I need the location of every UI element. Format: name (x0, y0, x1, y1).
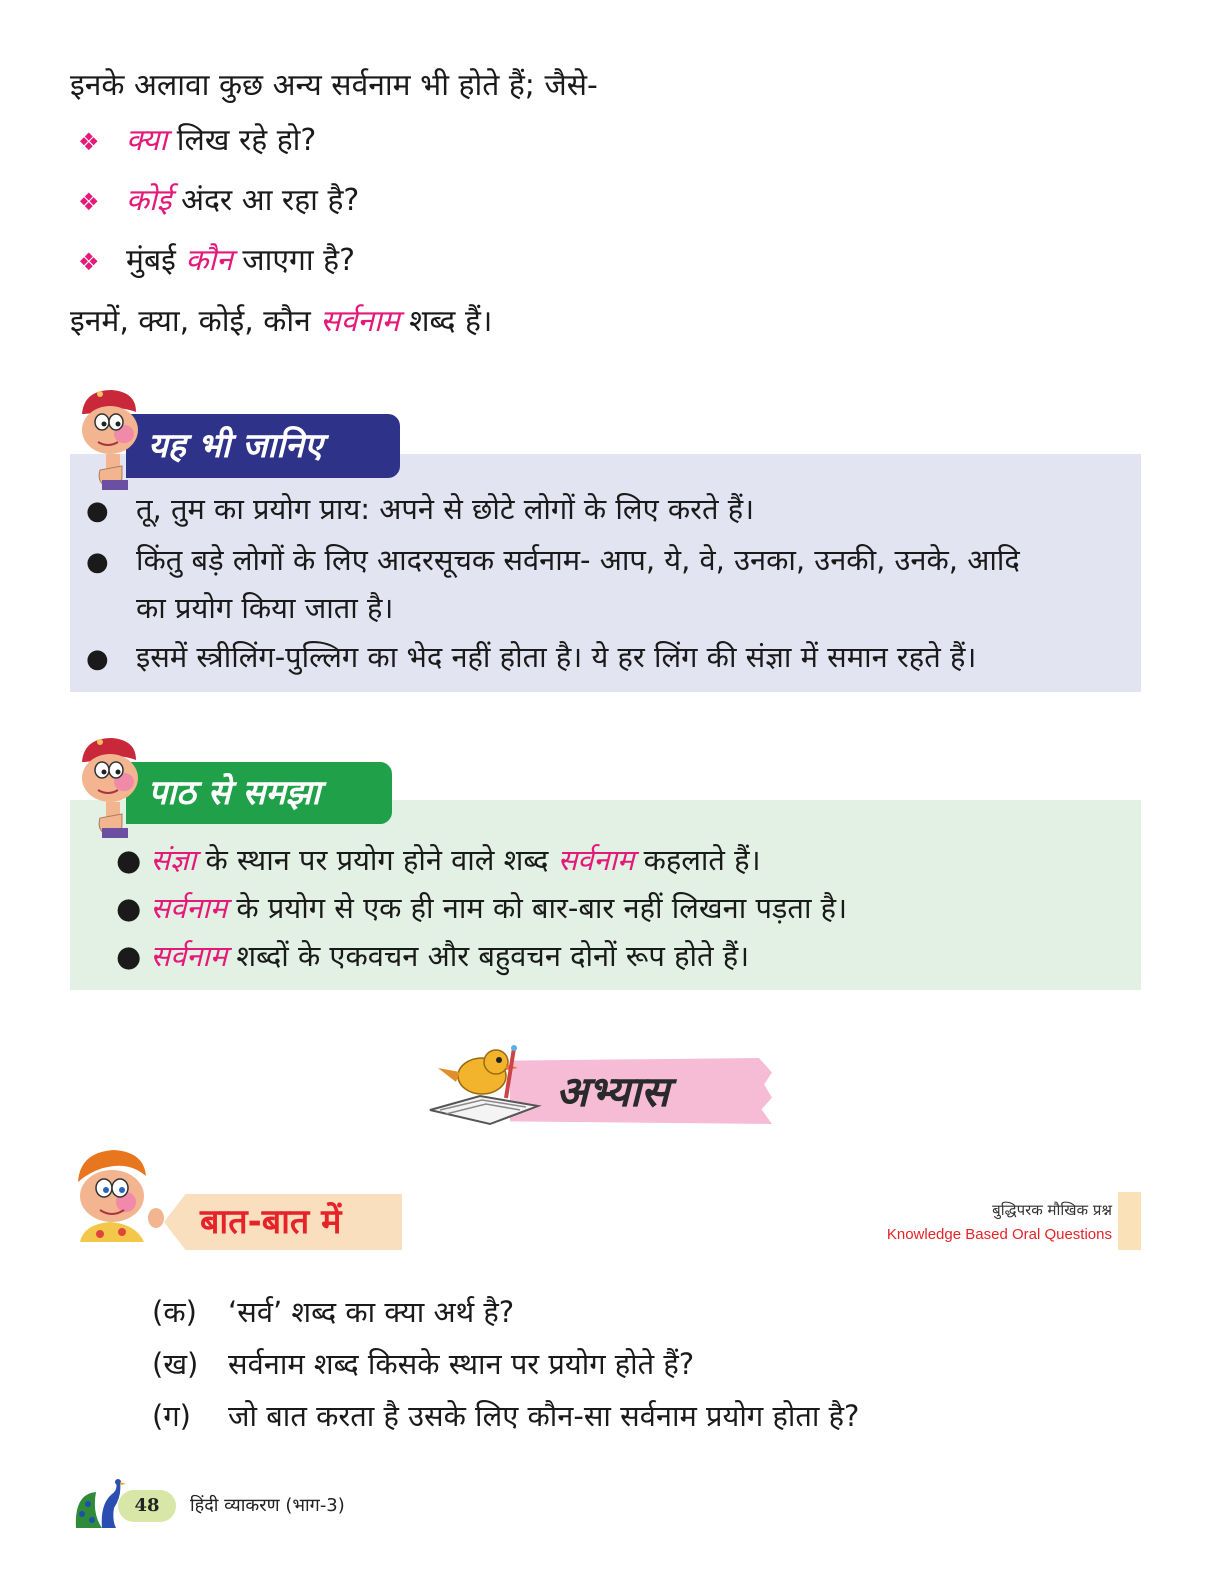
example-1 (78, 121, 316, 162)
bullet-icon: ● (86, 496, 109, 526)
book-title: हिंदी व्याकरण (भाग-3) (190, 1495, 345, 1516)
question-marker: (ख) (152, 1347, 199, 1381)
know-item-continuation: का प्रयोग किया जाता है। (136, 591, 394, 625)
question-item (152, 1394, 859, 1438)
oral-questions-subtitle-hindi: बुद्धिपरक मौखिक प्रश्न (992, 1201, 1112, 1219)
exercise-title: अभ्यास (556, 1067, 670, 1116)
summary-item-highlight: सर्वनाम (557, 843, 635, 877)
example-3 (78, 241, 355, 282)
example-pre: मुंबई (126, 243, 186, 278)
summary-item (116, 932, 749, 980)
summary-item-highlight: संज्ञा (150, 843, 197, 877)
intro-summary (70, 302, 492, 342)
summary-item (116, 884, 847, 932)
question-marker: (क) (152, 1295, 197, 1329)
summary-post: शब्द हैं। (399, 304, 493, 339)
know-item-text: तू, तुम का प्रयोग प्राय: अपने से छोटे लोगों के लिए करते हैं। (136, 492, 755, 526)
boy-waving-icon (70, 1146, 170, 1246)
know-this-title: यह भी जानिए (126, 414, 400, 478)
oral-questions-title: बात-बात में (200, 1202, 342, 1242)
know-item-text: किंतु बड़े लोगों के लिए आदरसूचक सर्वनाम- आप, ये, वे, उनका, उनकी, उनके, आदि (136, 543, 1020, 577)
diamond-bullet-icon: ❖ (78, 128, 100, 156)
question-text: सर्वनाम शब्द किसके स्थान पर प्रयोग होते हैं? (228, 1347, 695, 1381)
example-2 (78, 181, 359, 222)
summary-highlight: सर्वनाम (320, 304, 400, 339)
know-item (86, 536, 1020, 586)
oral-questions-subtitle-english: Knowledge Based Oral Questions (886, 1226, 1112, 1243)
bullet-icon: ● (116, 891, 142, 925)
summary-item-text: के प्रयोग से एक ही नाम को बार-बार नहीं लिखना पड़ता है। (227, 891, 848, 925)
summary-item-highlight: सर्वनाम (150, 891, 228, 925)
page-number: 48 (118, 1490, 176, 1522)
question-marker: (ग) (152, 1399, 191, 1433)
example-highlight: कौन (185, 243, 233, 278)
summary-item-text: कहलाते हैं। (634, 843, 761, 877)
know-item (86, 633, 976, 683)
question-text: ‘सर्व’ शब्द का क्या अर्थ है? (228, 1295, 515, 1329)
summary-item (116, 836, 761, 884)
question-item (152, 1290, 514, 1334)
example-text: जाएगा है? (232, 243, 356, 278)
question-text: जो बात करता है उसके लिए कौन-सा सर्वनाम प्रयोग होता है? (228, 1399, 860, 1433)
boy-mascot-icon (70, 384, 148, 492)
diamond-bullet-icon: ❖ (78, 188, 100, 216)
lesson-summary-title: पाठ से समझा (126, 762, 392, 824)
bird-writing-icon (420, 1040, 550, 1130)
intro-line: इनके अलावा कुछ अन्य सर्वनाम भी होते हैं; जैसे- (70, 68, 598, 103)
bullet-icon: ● (86, 547, 109, 577)
question-item (152, 1342, 694, 1386)
example-highlight: क्या (126, 123, 168, 158)
bullet-icon: ● (116, 939, 142, 973)
example-text: लिख रहे हो? (167, 123, 317, 158)
boy-mascot-icon (70, 732, 148, 840)
know-item-text: इसमें स्त्रीलिंग-पुल्लिग का भेद नहीं होता है। ये हर लिंग की संज्ञा में समान रहते हैं। (136, 640, 977, 674)
summary-item-highlight: सर्वनाम (150, 939, 228, 973)
know-item (86, 485, 754, 535)
example-text: अंदर आ रहा है? (171, 183, 360, 218)
summary-pre: इनमें, क्या, कोई, कौन (70, 304, 321, 339)
diamond-bullet-icon: ❖ (78, 248, 100, 276)
bullet-icon: ● (116, 843, 142, 877)
example-highlight: कोई (126, 183, 172, 218)
summary-item-text: के स्थान पर प्रयोग होने वाले शब्द (196, 843, 558, 877)
summary-item-text: शब्दों के एकवचन और बहुवचन दोनों रूप होते हैं। (227, 939, 750, 973)
bullet-icon: ● (86, 644, 109, 674)
subtitle-accent-bar (1118, 1192, 1141, 1250)
